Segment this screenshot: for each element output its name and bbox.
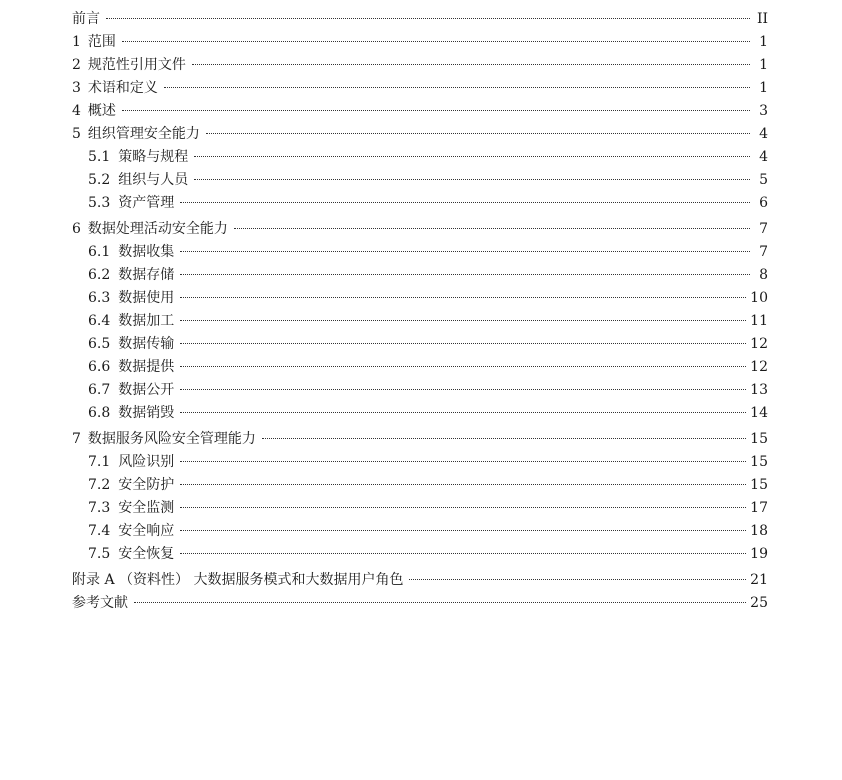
- toc-entry-text: 数据服务风险安全管理能力: [87, 431, 256, 447]
- toc-entry[interactable]: [72, 356, 768, 379]
- toc-entry-text: 风险识别: [118, 454, 175, 470]
- toc-entry-number: 7.4: [88, 523, 111, 539]
- toc-entry-title: [88, 474, 176, 497]
- dot-leader: [180, 366, 746, 367]
- toc-entry-page-number: 1: [759, 57, 768, 73]
- toc-entry-number: 7.3: [88, 500, 111, 516]
- toc-entry-number: 1: [72, 34, 81, 50]
- toc-entry-title: [88, 497, 176, 520]
- toc-entry-text: 资产管理: [118, 195, 175, 211]
- toc-entry-title: [88, 543, 176, 566]
- dot-leader: [106, 18, 750, 19]
- toc-entry[interactable]: [72, 192, 768, 215]
- toc-entry-title: [88, 287, 176, 310]
- table-of-contents: [72, 8, 768, 615]
- dot-leader: [180, 274, 750, 275]
- toc-entry-page-number: 18: [750, 523, 768, 539]
- toc-entry-page-number: 17: [750, 500, 768, 516]
- toc-entry-text: 策略与规程: [118, 149, 189, 165]
- toc-entry-page-number: II: [756, 11, 768, 27]
- dot-leader: [180, 202, 750, 203]
- toc-entry-number: 7: [72, 431, 81, 447]
- toc-entry-title: [72, 428, 258, 451]
- toc-entry-number: 6.7: [88, 382, 111, 398]
- toc-entry[interactable]: [72, 287, 768, 310]
- toc-entry-page-number: 13: [750, 382, 768, 398]
- toc-entry-text: 安全恢复: [118, 546, 175, 562]
- toc-entry-title: [88, 402, 176, 425]
- toc-entry-text: 术语和定义: [87, 80, 158, 96]
- toc-entry-number: 6.4: [88, 313, 111, 329]
- toc-entry-number: 6.8: [88, 405, 111, 421]
- toc-entry-number: 5.1: [88, 149, 111, 165]
- toc-entry-number: 6.3: [88, 290, 111, 306]
- toc-entry-text: 附录 A （资料性） 大数据服务模式和大数据用户角色: [72, 572, 404, 588]
- dot-leader: [180, 251, 750, 252]
- dot-leader: [180, 412, 746, 413]
- toc-entry-number: 7.2: [88, 477, 111, 493]
- dot-leader: [180, 530, 746, 531]
- toc-entry-page-number: 11: [750, 313, 768, 329]
- toc-entry[interactable]: [72, 543, 768, 566]
- toc-entry-number: 6.1: [88, 244, 111, 260]
- toc-entry-number: 7.5: [88, 546, 111, 562]
- toc-entry[interactable]: [72, 451, 768, 474]
- toc-entry[interactable]: [72, 520, 768, 543]
- toc-entry-title: [72, 123, 202, 146]
- toc-entry-page-number: 1: [759, 80, 768, 96]
- toc-entry-page-number: 4: [759, 126, 768, 142]
- toc-entry[interactable]: [72, 241, 768, 264]
- toc-entry[interactable]: [72, 123, 768, 146]
- dot-leader: [194, 156, 750, 157]
- toc-entry[interactable]: [72, 218, 768, 241]
- toc-entry-page-number: 7: [759, 221, 768, 237]
- toc-entry-title: [72, 54, 188, 77]
- toc-entry-text: 组织与人员: [118, 172, 189, 188]
- toc-entry-title: [72, 8, 102, 31]
- dot-leader: [180, 553, 746, 554]
- toc-entry[interactable]: [72, 379, 768, 402]
- toc-entry-title: [88, 146, 190, 169]
- toc-entry-number: 6.5: [88, 336, 111, 352]
- toc-entry-title: [88, 310, 176, 333]
- toc-entry-text: 数据传输: [118, 336, 175, 352]
- toc-entry-title: [88, 333, 176, 356]
- dot-leader: [180, 484, 746, 485]
- toc-entry-text: 前言: [72, 11, 100, 27]
- toc-entry[interactable]: [72, 428, 768, 451]
- toc-entry-text: 数据收集: [118, 244, 175, 260]
- toc-entry-page-number: 1: [759, 34, 768, 50]
- toc-entry-title: [88, 356, 176, 379]
- toc-entry-page-number: 6: [759, 195, 768, 211]
- toc-entry-title: [88, 241, 176, 264]
- toc-entry-page-number: 15: [750, 477, 768, 493]
- dot-leader: [180, 343, 746, 344]
- toc-entry-text: 组织管理安全能力: [87, 126, 200, 142]
- toc-entry-page-number: 3: [759, 103, 768, 119]
- toc-entry[interactable]: [72, 497, 768, 520]
- dot-leader: [262, 438, 746, 439]
- toc-entry-page-number: 7: [759, 244, 768, 260]
- toc-entry-number: 4: [72, 103, 81, 119]
- toc-entry-number: 5: [72, 126, 81, 142]
- toc-entry-text: 安全防护: [118, 477, 175, 493]
- toc-entry[interactable]: [72, 146, 768, 169]
- dot-leader: [192, 64, 750, 65]
- toc-entry[interactable]: [72, 31, 768, 54]
- toc-entry[interactable]: [72, 333, 768, 356]
- toc-entry-title: [88, 520, 176, 543]
- toc-entry-page-number: 12: [750, 359, 768, 375]
- toc-entry-page-number: 8: [759, 267, 768, 283]
- toc-entry[interactable]: [72, 592, 768, 615]
- toc-entry-number: 5.3: [88, 195, 111, 211]
- toc-entry-page-number: 21: [750, 572, 768, 588]
- dot-leader: [180, 320, 746, 321]
- toc-entry[interactable]: [72, 310, 768, 333]
- toc-entry[interactable]: [72, 77, 768, 100]
- toc-entry-text: 数据存储: [118, 267, 175, 283]
- toc-entry-page-number: 14: [750, 405, 768, 421]
- dot-leader: [180, 297, 746, 298]
- toc-entry-page-number: 10: [750, 290, 768, 306]
- dot-leader: [194, 179, 750, 180]
- dot-leader: [409, 579, 746, 580]
- toc-entry[interactable]: [72, 402, 768, 425]
- toc-entry[interactable]: [72, 264, 768, 287]
- toc-entry-text: 规范性引用文件: [87, 57, 186, 73]
- toc-entry-page-number: 4: [759, 149, 768, 165]
- dot-leader: [164, 87, 750, 88]
- toc-entry-title: [88, 379, 176, 402]
- dot-leader: [122, 41, 750, 42]
- toc-entry[interactable]: [72, 569, 768, 592]
- toc-entry-title: [72, 592, 130, 615]
- toc-entry-text: 范围: [87, 34, 116, 50]
- toc-entry-title: [88, 264, 176, 287]
- toc-entry-number: 7.1: [88, 454, 111, 470]
- toc-entry[interactable]: [72, 169, 768, 192]
- toc-entry-text: 数据使用: [118, 290, 175, 306]
- toc-entry-title: [88, 192, 176, 215]
- dot-leader: [206, 133, 750, 134]
- toc-entry-title: [72, 31, 118, 54]
- dot-leader: [134, 602, 746, 603]
- toc-entry-number: 5.2: [88, 172, 111, 188]
- toc-entry-text: 安全监测: [118, 500, 175, 516]
- toc-entry-text: 安全响应: [118, 523, 175, 539]
- toc-entry-text: 概述: [87, 103, 116, 119]
- toc-entry-title: [88, 169, 190, 192]
- toc-entry-number: 6: [72, 221, 81, 237]
- toc-entry-text: 数据公开: [118, 382, 175, 398]
- toc-entry-title: [72, 100, 118, 123]
- toc-entry[interactable]: [72, 100, 768, 123]
- toc-entry-title: [72, 569, 405, 592]
- toc-entry-title: [72, 218, 230, 241]
- toc-entry-text: 数据处理活动安全能力: [87, 221, 228, 237]
- toc-entry-text: 数据销毁: [118, 405, 175, 421]
- dot-leader: [122, 110, 750, 111]
- toc-entry-number: 2: [72, 57, 81, 73]
- toc-entry-page-number: 5: [759, 172, 768, 188]
- toc-entry-page-number: 19: [750, 546, 768, 562]
- toc-entry[interactable]: [72, 8, 768, 31]
- toc-entry-page-number: 15: [750, 431, 768, 447]
- toc-entry[interactable]: [72, 54, 768, 77]
- toc-entry-title: [88, 451, 176, 474]
- toc-entry-page-number: 25: [750, 595, 768, 611]
- toc-entry-number: 3: [72, 80, 81, 96]
- toc-entry[interactable]: [72, 474, 768, 497]
- toc-entry-page-number: 12: [750, 336, 768, 352]
- toc-entry-text: 参考文献: [72, 595, 128, 611]
- toc-entry-number: 6.2: [88, 267, 111, 283]
- toc-entry-title: [72, 77, 160, 100]
- toc-entry-text: 数据加工: [118, 313, 175, 329]
- dot-leader: [180, 389, 746, 390]
- dot-leader: [180, 507, 746, 508]
- toc-entry-number: 6.6: [88, 359, 111, 375]
- toc-entry-text: 数据提供: [118, 359, 175, 375]
- dot-leader: [180, 461, 746, 462]
- dot-leader: [234, 228, 750, 229]
- toc-entry-page-number: 15: [750, 454, 768, 470]
